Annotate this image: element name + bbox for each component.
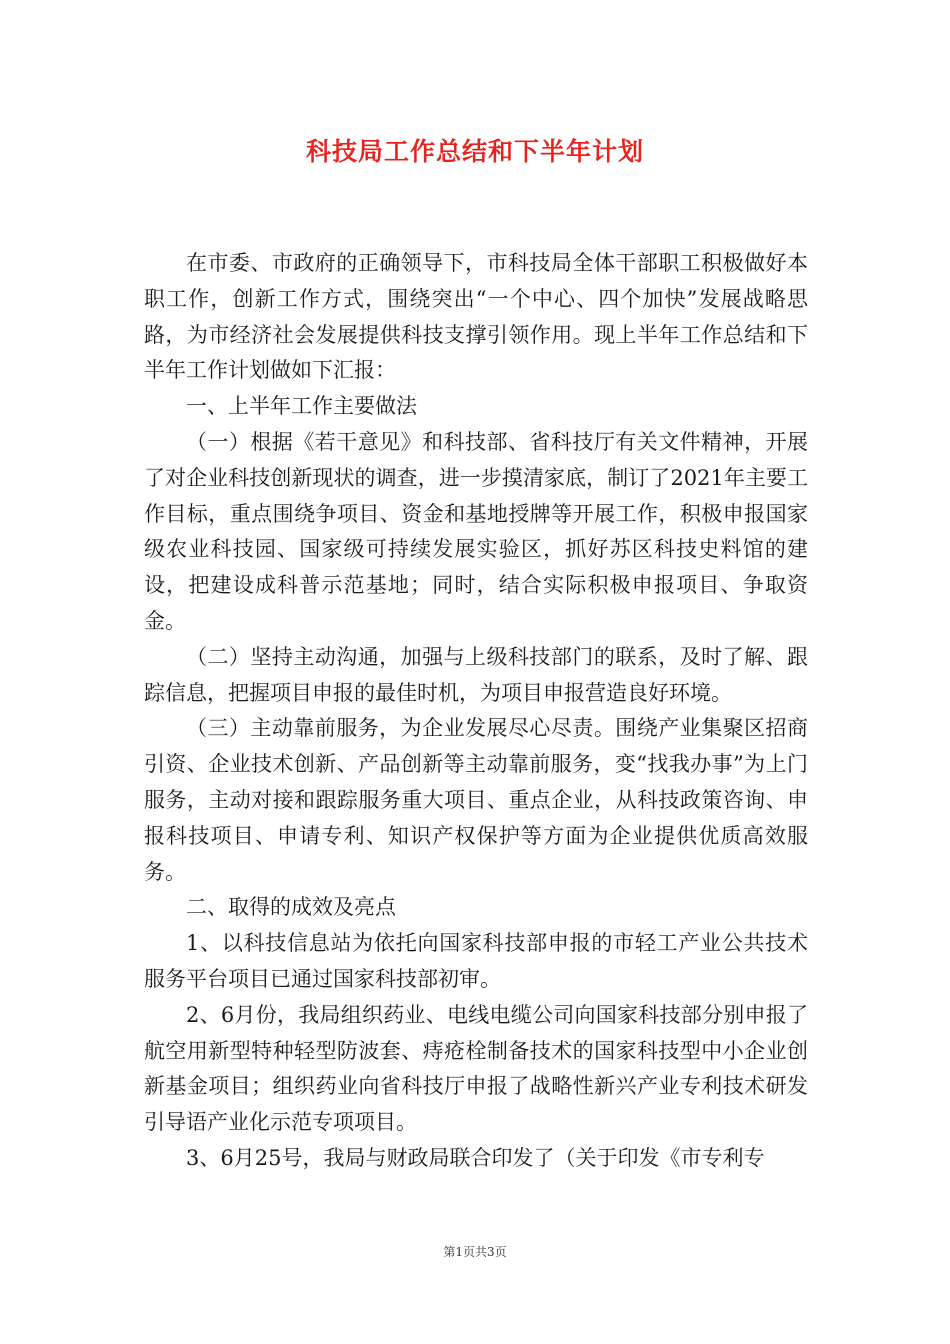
document-title: 科技局工作总结和下半年计划 bbox=[305, 137, 644, 166]
section-heading-1: 一、上半年工作主要做法 bbox=[186, 394, 417, 419]
paragraph-achievement-2: 2、6月份，我局组织药业、电线电缆公司向国家科技部分别申报了航空用新型特种轻型防波套、痔疮栓制备技术的国家科技型中小企业创新基金项目；组织药业向省科技厅申报了战略性新兴产业专利技术研发引导语产业化示范专项项目。 bbox=[144, 1002, 808, 1135]
paragraph-item-2: （二）坚持主动沟通，加强与上级科技部门的联系，及时了解、跟踪信息，把握项目申报的最佳时机，为项目申报营造良好环境。 bbox=[144, 644, 808, 705]
paragraph-item-1: （一）根据《若干意见》和科技部、省科技厅有关文件精神，开展了对企业科技创新现状的调查，进一步摸清家底，制订了2021年主要工作目标，重点围绕争项目、资金和基地授牌等开展工作，积极申报国家级农业科技园、国家级可持续发展实验区，抓好苏区科技史料馆的建设，把建设成科普示范基地；同时，结合实际积极申报项目、争取资金。 bbox=[144, 429, 808, 633]
paragraph-intro: 在市委、市政府的正确领导下，市科技局全体干部职工积极做好本职工作，创新工作方式，围绕突出“一个中心、四个加快”发展战略思路，为市经济社会发展提供科技支撑引领作用。现上半年工作总结和下半年工作计划做如下汇报： bbox=[144, 251, 808, 383]
paragraph-item-3: （三）主动靠前服务，为企业发展尽心尽责。围绕产业集聚区招商引资、企业技术创新、产品创新等主动靠前服务，变“找我办事”为上门服务，主动对接和跟踪服务重大项目、重点企业，从科技政策咨询、申报科技项目、申请专利、知识产权保护等方面为企业提供优质高效服务。 bbox=[144, 716, 808, 884]
section-heading-2: 二、取得的成效及亮点 bbox=[186, 895, 396, 920]
paragraph-achievement-1: 1、以科技信息站为依托向国家科技部申报的市轻工产业公共技术服务平台项目已通过国家科技部初审。 bbox=[144, 931, 808, 991]
document-body bbox=[144, 246, 808, 1177]
paragraph-achievement-3: 3、6月25号，我局与财政局联合印发了（关于印发《市专利专 bbox=[186, 1145, 765, 1170]
page-number: 第1页共3页 bbox=[443, 1245, 507, 1259]
